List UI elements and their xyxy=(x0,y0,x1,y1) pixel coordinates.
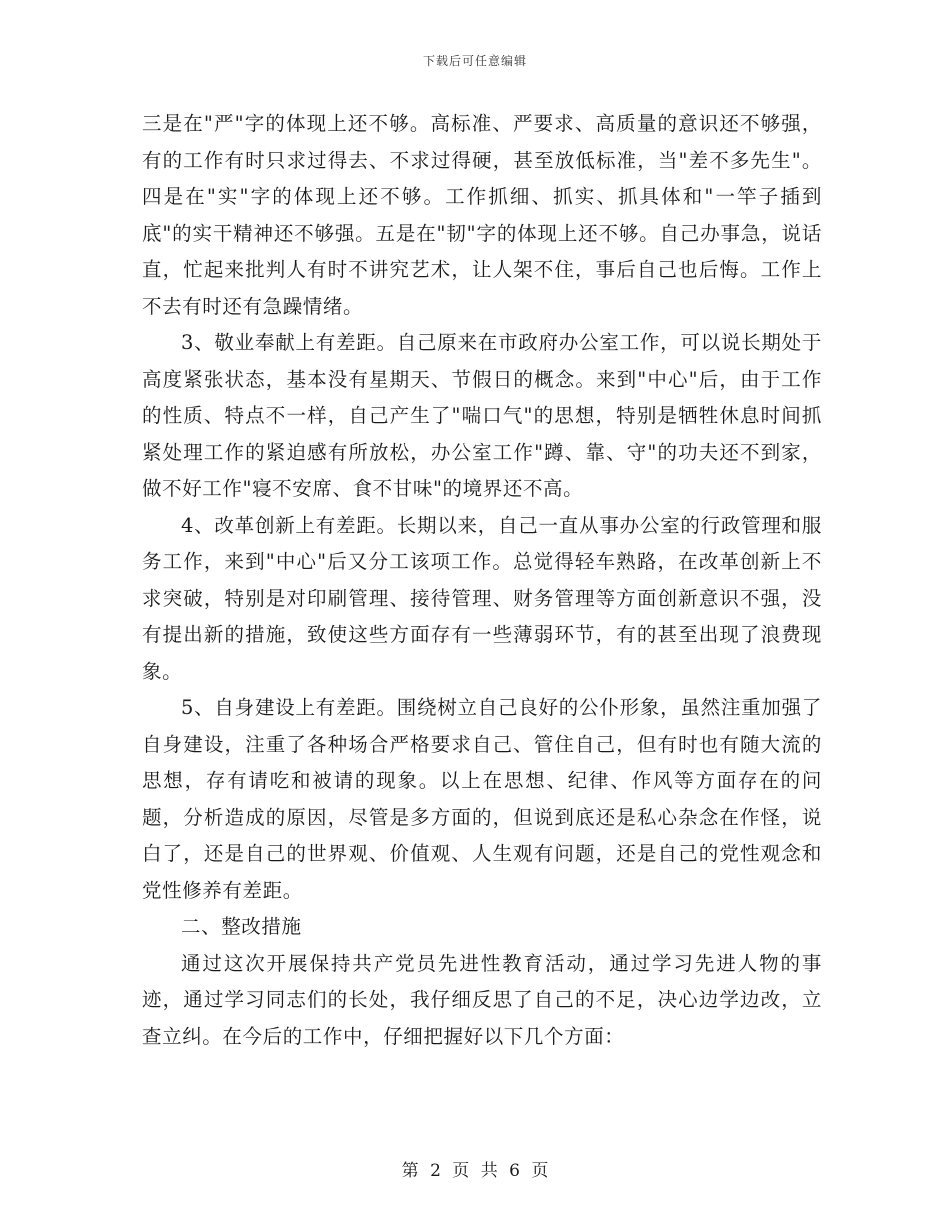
page-header: 下载后可任意编辑 xyxy=(422,54,527,68)
paragraph-1: 三是在"严"字的体现上还不够。高标准、严要求、高质量的意识还不够强，有的工作有时只求过得去、不求过得硬，甚至放低标准，当"差不多先生"。四是在"实"字的体现上还不够。工作抓细、抓实、抓具体和"一竿子插到底"的实干精神还不够强。五是在"韧"字的体现上还不够。自己办事急，说话直，忙起来批判人有时不讲究艺术，让人架不住，事后自己也后悔。工作上不去有时还有急躁情绪。 xyxy=(142,112,822,318)
paragraph-3: 4、改革创新上有差距。长期以来，自己一直从事办公室的行政管理和服务工作，来到"中心"后又分工该项工作。总觉得轻车熟路，在改革创新上不求突破，特别是对印刷管理、接待管理、财务管理等方面创新意识不强，没有提出新的措施，致使这些方面存有一些薄弱环节，有的甚至出现了浪费现象。 xyxy=(142,513,822,683)
paragraph-2: 3、敬业奉献上有差距。自己原来在市政府办公室工作，可以说长期处于高度紧张状态，基本没有星期天、节假日的概念。来到"中心"后，由于工作的性质、特点不一样，自己产生了"喘口气"的思想，特别是牺牲休息时间抓紧处理工作的紧迫感有所放松，办公室工作"蹲、靠、守"的功夫还不到家，做不好工作"寝不安席、食不甘味"的境界还不高。 xyxy=(142,331,822,500)
paragraph-5: 通过这次开展保持共产党员先进性教育活动，通过学习先进人物的事迹，通过学习同志们的长处，我仔细反思了自己的不足，决心边学边改，立查立纠。在今后的工作中，仔细把握好以下几个方面： xyxy=(142,951,822,1048)
document-body xyxy=(142,106,822,1055)
paragraph-4: 5、自身建设上有差距。围绕树立自己良好的公仆形象，虽然注重加强了自身建设，注重了各种场合严格要求自己、管住自己，但有时也有随大流的思想，存有请吃和被请的现象。以上在思想、纪律、作风等方面存在的问题，分析造成的原因，尽管是多方面的，但说到底还是私心杂念在作怪，说白了，还是自己的世界观、价值观、人生观有问题，还是自己的党性观念和党性修养有差距。 xyxy=(142,696,822,902)
section-heading: 二、整改措施 xyxy=(181,915,302,938)
page-footer: 第 2 页 共 6 页 xyxy=(401,1161,549,1181)
